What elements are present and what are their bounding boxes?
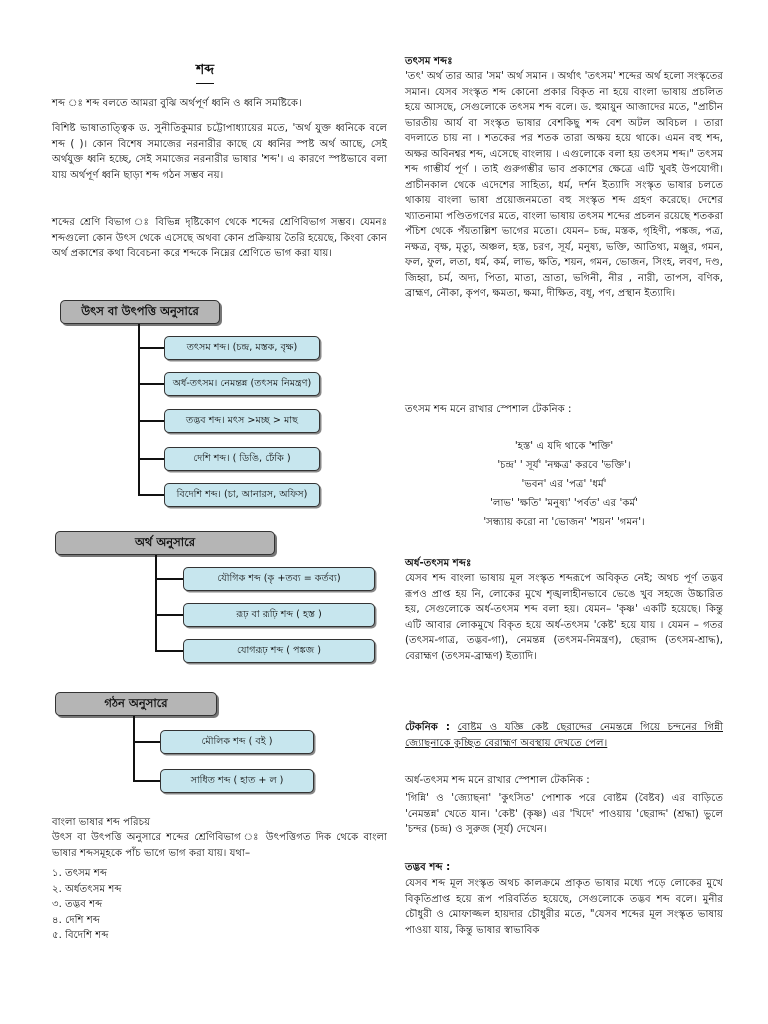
list-item: ৫. বিদেশি শব্দ <box>52 930 109 941</box>
diagram-node: অর্ধ-তৎসম। নেমন্তন্ন (তৎসম নিমন্ত্রণ) <box>164 372 320 396</box>
intro-paragraph: উৎস বা উৎপত্তি অনুসারে শব্দের শ্রেণিবিভাগ ঃ উৎপত্তিগত দিক থেকে বাংলা ভাষার শব্দসমূহকে পাঁচ ভাগে ভাগ করা যায়। যথা– <box>52 832 387 859</box>
technique-text: বোষ্টম ও যজ্ঞি কেষ্ট ছেরাদ্দের নেমন্তন্নে গিয়ে চন্দনের গিন্নী জ্যোছনাকে কুচ্ছিত বেরাহ্মণ অবস্থায় দেখতে পেল। <box>405 722 723 749</box>
list-item: ৩. তদ্ভব শব্দ <box>52 899 103 910</box>
connector-line <box>138 324 140 496</box>
connector-line <box>138 494 164 496</box>
diagram-node: রূঢ় বা রূঢ়ি শব্দ ( হস্ত ) <box>183 603 375 627</box>
tatsama-title: তৎসম শব্দঃ <box>405 56 453 67</box>
diagram-node: তৎসম শব্দ। (চন্দ্র, মস্তক, বৃক্ষ) <box>164 336 320 360</box>
connector-line <box>155 578 185 580</box>
tatsama-paragraph: 'তৎ' অর্থ তার আর 'সম' অর্থ সমান । অর্থাৎ 'তৎসম' শব্দের অর্থ হলো সংস্কৃতের সমান। যেসব সংস্কৃত শব্দ কোনো প্রকার বিকৃত না হয়ে বাংলা ভাষায় প্রচলিত হয়ে আসছে, সেগুলোকে তৎসম শব্দ বলে। ড. হুমায়ুন আজাদের মতে, "প্রাচীন ভারতীয় আর্য বা সংস্কৃত ভাষার বেশকিছু শব্দ বেশ অটল অবিচল । তারা বদলাতে চায় না । শতকের পর শতক তারা অক্ষয় হয়ে থাকে। এমন বহু শব্দ, অক্ষর অবিনশ্বর শব্দ, এসেছে বাংলায় । এগুলোকে বলা হয় তৎসম শব্দ।" তৎসম শব্দ গাম্ভীর্য পূর্ণ । তাই গুরুগম্ভীর ভাব প্রকাশের ক্ষেত্রে এটি খুবই উপযোগী। প্রাচীনকাল থেকে এদেশের সাহিত্য, ধর্ম, দর্শন ইত্যাদি সংস্কৃত ভাষার চলতে থাকায় বাংলা ভাষা প্রয়োজনমতো বহু সংস্কৃত শব্দ গ্রহণ করেছে। দেশের খ্যাতনামা পণ্ডিতগণের মতে, বাংলা ভাষায় তৎসম শব্দের প্রচলন রয়েছে শতকরা পঁচিশ থেকে পঁয়তাল্লিশ ভাগের মতো। যেমন– চন্দ্র, মস্তক, গৃহিণী, পঙ্কজ, পত্র, নক্ষত্র, বৃক্ষ, মৃত্যু, অঞ্চল, হস্ত, চরণ, সূর্য, মনুষ্য, ভক্তি, আতিথ্য, মঞ্জুর, গমন, ফল, ফুল, লতা, ধর্ম, কর্ম, লাভ, ক্ষতি, শয়ন, গমন, ভোজন, সিংহ, লবণ, দণ্ড, জিহ্বা, চর্ম, অদ্য, পিতা, মাতা, ভ্রাতা, ভগিনী, নীর , নারী, তাপস, বণিক, ব্রাহ্মণ, নৌকা, কৃপণ, ক্ষমতা, ক্ষমা, দীক্ষিত, বধূ, পণ, প্রস্থান ইত্যাদি। <box>405 71 723 299</box>
technique-paragraph <box>405 720 723 751</box>
diagram-head-structure: গঠন অনুসারে <box>55 692 217 716</box>
connector-line <box>138 347 164 349</box>
ardha-technique-paragraph: 'গিন্নি' ও 'জ্যোছনা' 'কুৎসিত' পোশাক পরে বোষ্টম (বৈষ্টব) এর বাড়িতে 'নেমন্তন্ন' খেতে যান। 'কেষ্ট' (কৃষ্ণ) এর 'খিদে' পাওয়ায় 'ছেরাদ্দ' (শ্রদ্ধা) ভুলে 'চন্দর (চন্দ্র) ও সুরুজ (সূর্য) দেখেন। <box>405 793 723 835</box>
ardha-title: অর্ধ-তৎসম শব্দঃ <box>405 558 472 569</box>
diagram-node: তদ্ভব শব্দ। মৎস >মচ্ছ > মাছ <box>164 409 320 433</box>
connector-line <box>138 383 164 385</box>
verse-line: 'ভবন' এর 'পত্র' 'ধর্ম' <box>521 479 607 490</box>
technique-label: টেকনিক : <box>405 722 450 733</box>
page-title: শব্দ <box>196 58 214 84</box>
diagram-node: মৌলিক শব্দ ( বই ) <box>160 730 314 754</box>
classification-paragraph: শব্দের শ্রেণি বিভাগ ঃ বিভিন্ন দৃষ্টিকোণ থেকে শব্দের শ্রেণিবিভাগ সম্ভব। যেমনঃ শব্দগুলো কোন উৎস থেকে এসেছে অথবা কোন প্রক্রিয়ায় তৈরি হয়েছে, কিংবা কোন অর্থ প্রকাশের কথা বিবেচনা করে শব্দকে নিম্নের শ্রেণিতে ভাগ করা যায়। <box>52 217 387 259</box>
connector-line <box>138 420 164 422</box>
connector-line <box>155 614 185 616</box>
list-item: ১. তৎসম শব্দ <box>52 868 107 879</box>
ardha-technique-title: অর্ধ-তৎসম শব্দ মনে রাখার স্পেশাল টেকনিক : <box>405 775 590 786</box>
connector-line <box>155 650 185 652</box>
verse-line: 'লাভ' 'ক্ষতি' 'মনুষ্য' 'পর্বত' এর 'কর্ম' <box>490 498 638 509</box>
tadbhava-paragraph: যেসব শব্দ মূল সংস্কৃত অথচ কালক্রমে প্রাকৃত ভাষার মধ্যে পড়ে লোকের মুখে বিকৃতিপ্রাপ্ত হয়ে রূপ পরিবর্তিত হয়েছে, সেগুলোকে তদ্ভব শব্দ বলে। মুনীর চৌধুরী ও মোফাজ্জল হায়দার চৌধুরীর মতে, "যেসব শব্দের মূল সংস্কৃত ভাষায় পাওয়া যায়, কিন্তু ভাষার স্বাভাবিক <box>405 878 723 936</box>
diagram-head-origin: উৎস বা উৎপত্তি অনুসারে <box>60 300 220 324</box>
origin-list <box>52 866 352 944</box>
diagram-node: বিদেশি শব্দ। (চা, আনারস, অফিস) <box>164 483 320 507</box>
tatsama-technique-title: তৎসম শব্দ মনে রাখার স্পেশাল টেকনিক : <box>405 404 572 415</box>
verse-line: 'হস্ত' এ যদি থাকে 'শক্তি' <box>514 441 614 452</box>
ardha-paragraph: যেসব শব্দ বাংলা ভাষায় মূল সংস্কৃত শব্দরূপে অবিকৃত নেই; অথচ পূর্ণ তদ্ভব রূপও প্রাপ্ত হয় নি, লোকের মুখে শৃঙ্খলাহীনভাবে ভেঙে খুব সহজে উচ্চারিত হয়, সেগুলোকে অর্ধ-তৎসম শব্দ বলা হয়। যেমন– 'কৃষ্ণ' একটি হয়েছে। কিন্তু এটি আবার লোকমুখে বিকৃত হয়ে অর্ধ-তৎসম 'কেষ্ট' হয়ে যায় । যেমন – গতর (তৎসম-গাত্র, তদ্ভব-গা), নেমন্তন্ন (তৎসম-নিমন্ত্রণ), ছেরাদ্দ (তৎসম-শ্রাদ্ধ), বেরাহ্মণ (তৎসম-ব্রাহ্মণ) ইত্যাদি। <box>405 573 723 662</box>
connector-line <box>155 555 157 651</box>
definition-text: শব্দ ঃ শব্দ বলতে আমরা বুঝি অর্থপূর্ণ ধ্বনি ও ধ্বনি সমষ্টিকে। <box>52 98 302 109</box>
list-item: ২. অর্ধতৎসম শব্দ <box>52 883 122 895</box>
connector-line <box>133 780 161 782</box>
verse-line: 'চন্দ্র' ' সূর্য' 'নক্ষত্র' করবে 'ভক্তি'। <box>497 460 631 471</box>
diagram-node: সাধিত শব্দ ( হাত + ল ) <box>160 769 314 793</box>
quote-paragraph: বিশিষ্ট ভাষাতাত্ত্বিক ড. সুনীতিকুমার চট্টোপাধ্যায়ের মতে, 'অর্থ যুক্ত ধ্বনিকে বলে শব্দ ( )। কোন বিশেষ সমাজের নরনারীর কাছে যে ধ্বনির স্পষ্ট অর্থ আছে, সেই অর্থযুক্ত ধ্বনি হচ্ছে, সেই সমাজের নরনারীর ভাষার 'শব্দ'। এ কারণে স্পষ্টভাবে বলা যায় অর্থপূর্ণ ধ্বনি ছাড়া শব্দ গঠন সম্ভব নয়। <box>52 123 387 181</box>
diagram-node: দেশি শব্দ। ( ডিঙি, ঢেঁকি ) <box>164 447 320 471</box>
connector-line <box>133 741 161 743</box>
verse-line: 'সন্ধ্যায় করো না 'ভোজন' 'শয়ন' 'গমন'। <box>483 517 645 528</box>
list-item: ৪. দেশি শব্দ <box>52 914 100 926</box>
connector-line <box>138 458 164 460</box>
diagram-head-meaning: অর্থ অনুসারে <box>55 531 275 555</box>
connector-line <box>133 716 135 782</box>
diagram-node: যৌগিক শব্দ (কৃ +তব্য = কর্তব্য) <box>183 567 375 591</box>
mnemonic-verse <box>405 437 723 532</box>
tadbhava-title: তদ্ভব শব্দ : <box>405 862 451 873</box>
diagram-node: যোগরূঢ় শব্দ ( পঙ্কজ ) <box>183 639 375 663</box>
intro-title: বাংলা ভাষার শব্দ পরিচয় <box>52 817 151 828</box>
